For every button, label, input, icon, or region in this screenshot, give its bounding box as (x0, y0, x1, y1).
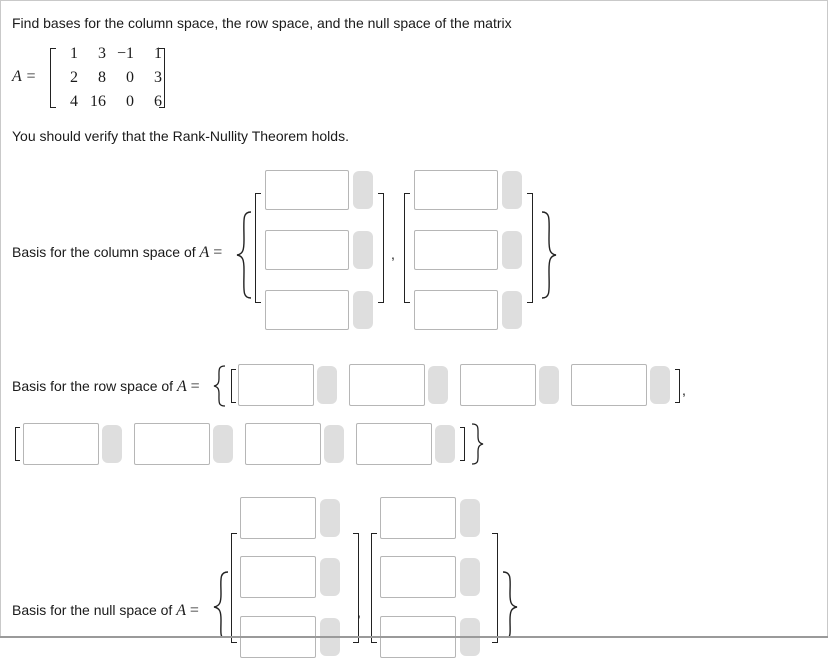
matrix-entry-r2-c3: 0 (126, 69, 134, 86)
matrix-entry-r1-c1: 1 (70, 45, 78, 62)
column-space-left-brace (234, 210, 256, 300)
row-vector-1-right-bracket (675, 369, 680, 403)
null-vector-1-entry-1[interactable] (240, 497, 316, 539)
row-vector-2-entry-4-button[interactable] (435, 425, 455, 463)
column-vector-1-entry-2[interactable] (265, 230, 349, 270)
null-vector-2-left-bracket (371, 533, 377, 643)
null-vector-2-entry-1-button[interactable] (460, 499, 480, 537)
row-vector-2-entry-3-button[interactable] (324, 425, 344, 463)
null-vector-2-entry-2-button[interactable] (460, 558, 480, 596)
matrix-entry-r1-c2: 3 (98, 45, 106, 62)
matrix-entry-r3-c4: 6 (154, 93, 162, 110)
matrix-entry-r1-c3: −1 (116, 45, 134, 62)
column-vector-2-entry-2[interactable] (414, 230, 498, 270)
row-space-label: Basis for the row space of A = (12, 378, 200, 395)
matrix-entry-r3-c3: 0 (126, 93, 134, 110)
column-vector-2-right-bracket (527, 193, 533, 303)
row-vector-2-entry-1[interactable] (23, 423, 99, 465)
matrix-entry-r2-c2: 8 (98, 69, 106, 86)
column-vector-2-entry-2-button[interactable] (502, 231, 522, 269)
row-vector-1-entry-1[interactable] (238, 364, 314, 406)
column-vector-2-entry-3[interactable] (414, 290, 498, 330)
row-space-right-brace (468, 422, 486, 466)
null-vector-1-right-bracket (353, 533, 359, 643)
row-vector-2-entry-1-button[interactable] (102, 425, 122, 463)
null-vector-1-left-bracket (231, 533, 237, 643)
row-vector-2-left-bracket (15, 427, 20, 461)
null-vector-1-entry-2[interactable] (240, 556, 316, 598)
column-vector-2-entry-1[interactable] (414, 170, 498, 210)
column-vector-1-entry-1[interactable] (265, 170, 349, 210)
matrix-entry-r2-c4: 3 (154, 69, 162, 86)
row-vector-1-entry-2[interactable] (349, 364, 425, 406)
row-vector-1-entry-1-button[interactable] (317, 366, 337, 404)
row-vector-2-entry-4[interactable] (356, 423, 432, 465)
matrix-entry-r3-c2: 16 (90, 93, 106, 110)
matrix-label: A = (12, 68, 37, 85)
null-vector-1-entry-1-button[interactable] (320, 499, 340, 537)
row-vector-2-entry-2[interactable] (134, 423, 210, 465)
null-vector-1-entry-2-button[interactable] (320, 558, 340, 596)
column-vector-1-right-bracket (378, 193, 384, 303)
row-vector-2-entry-3[interactable] (245, 423, 321, 465)
null-space-comma: , (357, 604, 361, 620)
column-vector-2-entry-3-button[interactable] (502, 291, 522, 329)
null-vector-2-entry-1[interactable] (380, 497, 456, 539)
null-vector-2-entry-2[interactable] (380, 556, 456, 598)
column-vector-1-entry-3[interactable] (265, 290, 349, 330)
matrix-entry-r1-c4: 1 (154, 45, 162, 62)
row-vector-1-entry-4[interactable] (571, 364, 647, 406)
null-space-label: Basis for the null space of A = (12, 602, 199, 619)
row-vector-1-entry-3-button[interactable] (539, 366, 559, 404)
column-space-right-brace (537, 210, 559, 300)
column-vector-2-left-bracket (404, 193, 410, 303)
matrix-entry-r3-c1: 4 (70, 93, 78, 110)
row-space-left-brace (211, 364, 229, 408)
row-vector-2-right-bracket (460, 427, 465, 461)
matrix-entry-r2-c1: 2 (70, 69, 78, 86)
row-space-comma: , (682, 382, 686, 398)
column-vector-1-left-bracket (255, 193, 261, 303)
question-intro: Find bases for the column space, the row space, and the null space of the matrix (12, 15, 512, 31)
rank-nullity-note: You should verify that the Rank-Nullity Theorem holds. (12, 128, 349, 144)
null-space-right-brace (498, 570, 520, 638)
row-vector-1-entry-3[interactable] (460, 364, 536, 406)
row-vector-1-left-bracket (231, 369, 236, 403)
column-space-label: Basis for the column space of A = (12, 244, 223, 261)
row-vector-1-entry-4-button[interactable] (650, 366, 670, 404)
null-space-left-brace (211, 570, 233, 638)
column-vector-1-entry-3-button[interactable] (353, 291, 373, 329)
column-vector-1-entry-1-button[interactable] (353, 171, 373, 209)
column-vector-2-entry-1-button[interactable] (502, 171, 522, 209)
row-vector-1-entry-2-button[interactable] (428, 366, 448, 404)
column-space-comma: , (391, 246, 395, 262)
row-vector-2-entry-2-button[interactable] (213, 425, 233, 463)
column-vector-1-entry-2-button[interactable] (353, 231, 373, 269)
